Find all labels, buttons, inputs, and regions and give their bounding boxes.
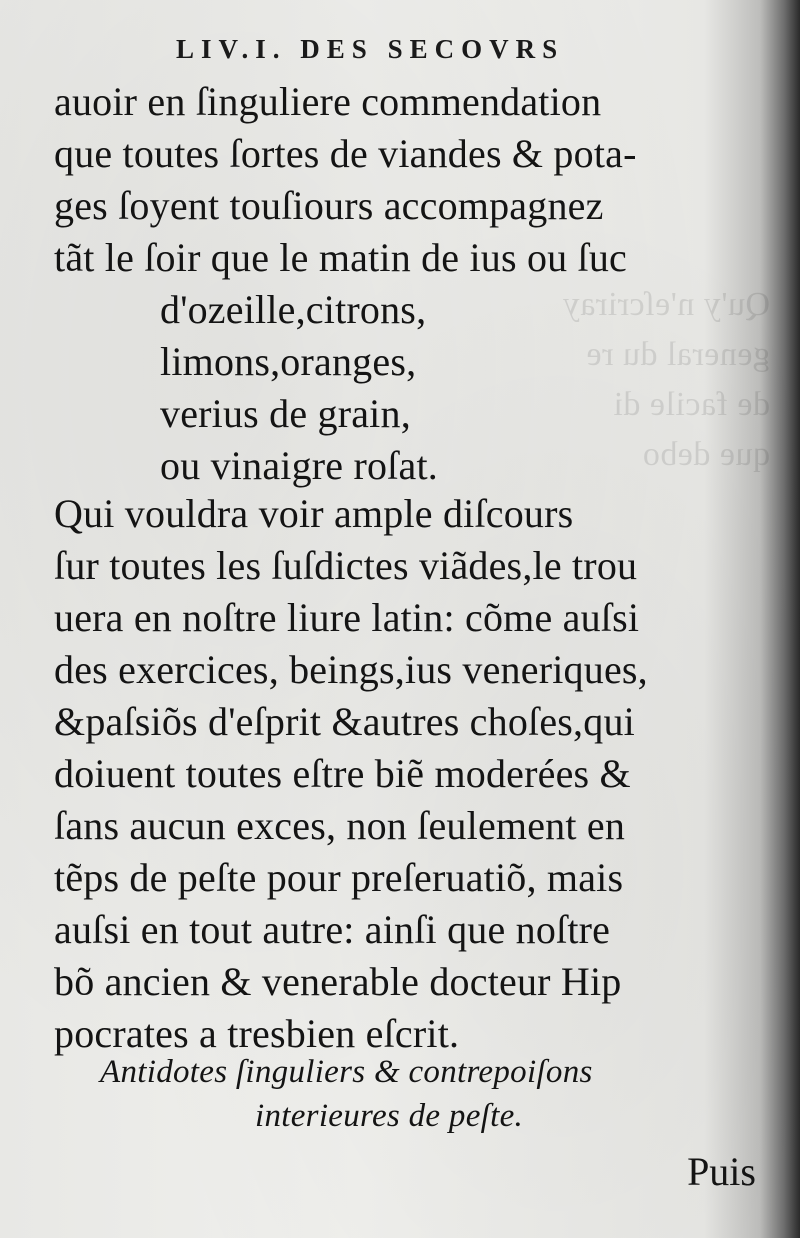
show-through-decoration: Qu'y n'eſcriray general du re de facile di que debo [562, 286, 770, 473]
text-line: uera en noſtre liure latin: cõme auſsi [54, 595, 640, 640]
text-line: ges ſoyent touſiours accompagnez [54, 183, 604, 228]
text-line: doiuent toutes eſtre biẽ moderées & [54, 751, 631, 796]
text-line: auoir en ſinguliere commendation [54, 79, 602, 124]
text-line-indented: d'ozeille,citrons, [160, 287, 427, 332]
text-line-indented: ou vinaigre roſat. [160, 443, 438, 488]
text-line: tãt le ſoir que le matin de ius ou ſuc [54, 235, 628, 280]
text-line: Qui vouldra voir ample diſcours [54, 491, 574, 536]
text-line-indented: limons,oranges, [160, 339, 417, 384]
text-line-indented: verius de grain, [160, 391, 411, 436]
text-line: bõ ancien & venerable docteur Hip [54, 959, 622, 1004]
section-caption: Antidotes ſinguliers & contrepoiſons [100, 1054, 593, 1090]
text-line: ſur toutes les ſuſdictes viãdes,le trou [54, 543, 638, 588]
text-line: &paſsiõs d'eſprit &autres choſes,qui [54, 699, 635, 744]
text-line: ſans aucun exces, non ſeulement en [54, 803, 626, 848]
text-line: auſsi en tout autre: ainſi que noſtre [54, 907, 611, 952]
section-caption: interieures de peſte. [255, 1098, 524, 1134]
running-header: LIV.I. DES SECOVRS [176, 34, 565, 64]
catchword: Puis [687, 1149, 756, 1194]
text-line: des exercices, beings,ius veneriques, [54, 647, 648, 692]
text-line: que toutes ſortes de viandes & pota- [54, 131, 637, 176]
text-line: tẽps de peſte pour preſeruatiõ, mais [54, 855, 624, 900]
text-line: pocrates a tresbien eſcrit. [54, 1011, 460, 1056]
